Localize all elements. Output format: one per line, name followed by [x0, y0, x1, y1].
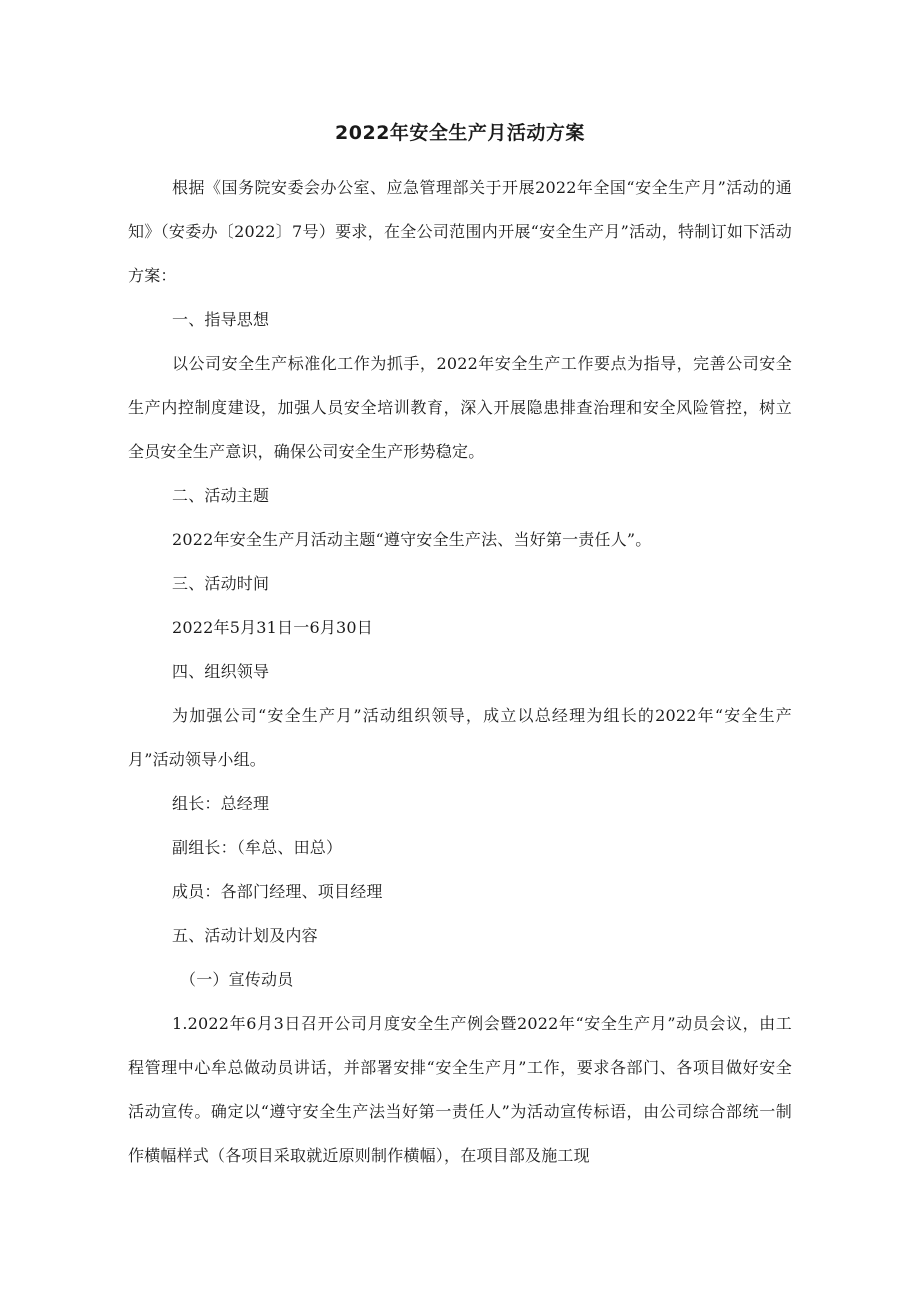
heading-activity-theme: 二、活动主题: [172, 486, 270, 505]
document-title: 2022年安全生产月活动方案: [335, 122, 585, 144]
paragraph-activity-theme: 2022年安全生产月活动主题“遵守安全生产法、当好第一责任人”。: [172, 530, 652, 549]
document-body: [0, 166, 920, 1178]
paragraph-publicity-item-1: 1.2022年6月3日召开公司月度安全生产例会暨2022年“安全生产月”动员会议，由工程管理中心牟总做动员讲话，并部署安排“安全生产月”工作，要求各部门、各项目做好安全活动宣传。确定以“遵守安全生产法当好第一责任人”为活动宣传标语，由公司综合部统一制作横幅样式（各项目采取就近原则制作横幅），在项目部及施工现: [128, 1014, 792, 1165]
heading-guiding-ideology: 一、指导思想: [172, 310, 270, 329]
paragraph-team-leader: 组长：总经理: [172, 794, 270, 813]
heading-organization: 四、组织领导: [172, 662, 270, 681]
paragraph-deputy-leader: 副组长：（牟总、田总）: [172, 838, 343, 857]
heading-activity-plan: 五、活动计划及内容: [172, 926, 318, 945]
paragraph-activity-time: 2022年5月31日一6月30日: [172, 618, 373, 637]
heading-activity-time: 三、活动时间: [172, 574, 270, 593]
subheading-publicity: （一）宣传动员: [180, 970, 294, 989]
paragraph-members: 成员：各部门经理、项目经理: [172, 882, 383, 901]
paragraph-guiding-ideology: 以公司安全生产标准化工作为抓手，2022年安全生产工作要点为指导，完善公司安全生产内控制度建设，加强人员安全培训教育，深入开展隐患排查治理和安全风险管控，树立全员安全生产意识，确保公司安全生产形势稳定。: [128, 354, 792, 461]
paragraph-organization: 为加强公司“安全生产月”活动组织领导，成立以总经理为组长的2022年“安全生产月”活动领导小组。: [128, 706, 792, 769]
paragraph-intro: 根据《国务院安委会办公室、应急管理部关于开展2022年全国“安全生产月”活动的通知》（安委办〔2022〕7号）要求，在全公司范围内开展“安全生产月”活动，特制订如下活动方案：: [128, 178, 792, 285]
